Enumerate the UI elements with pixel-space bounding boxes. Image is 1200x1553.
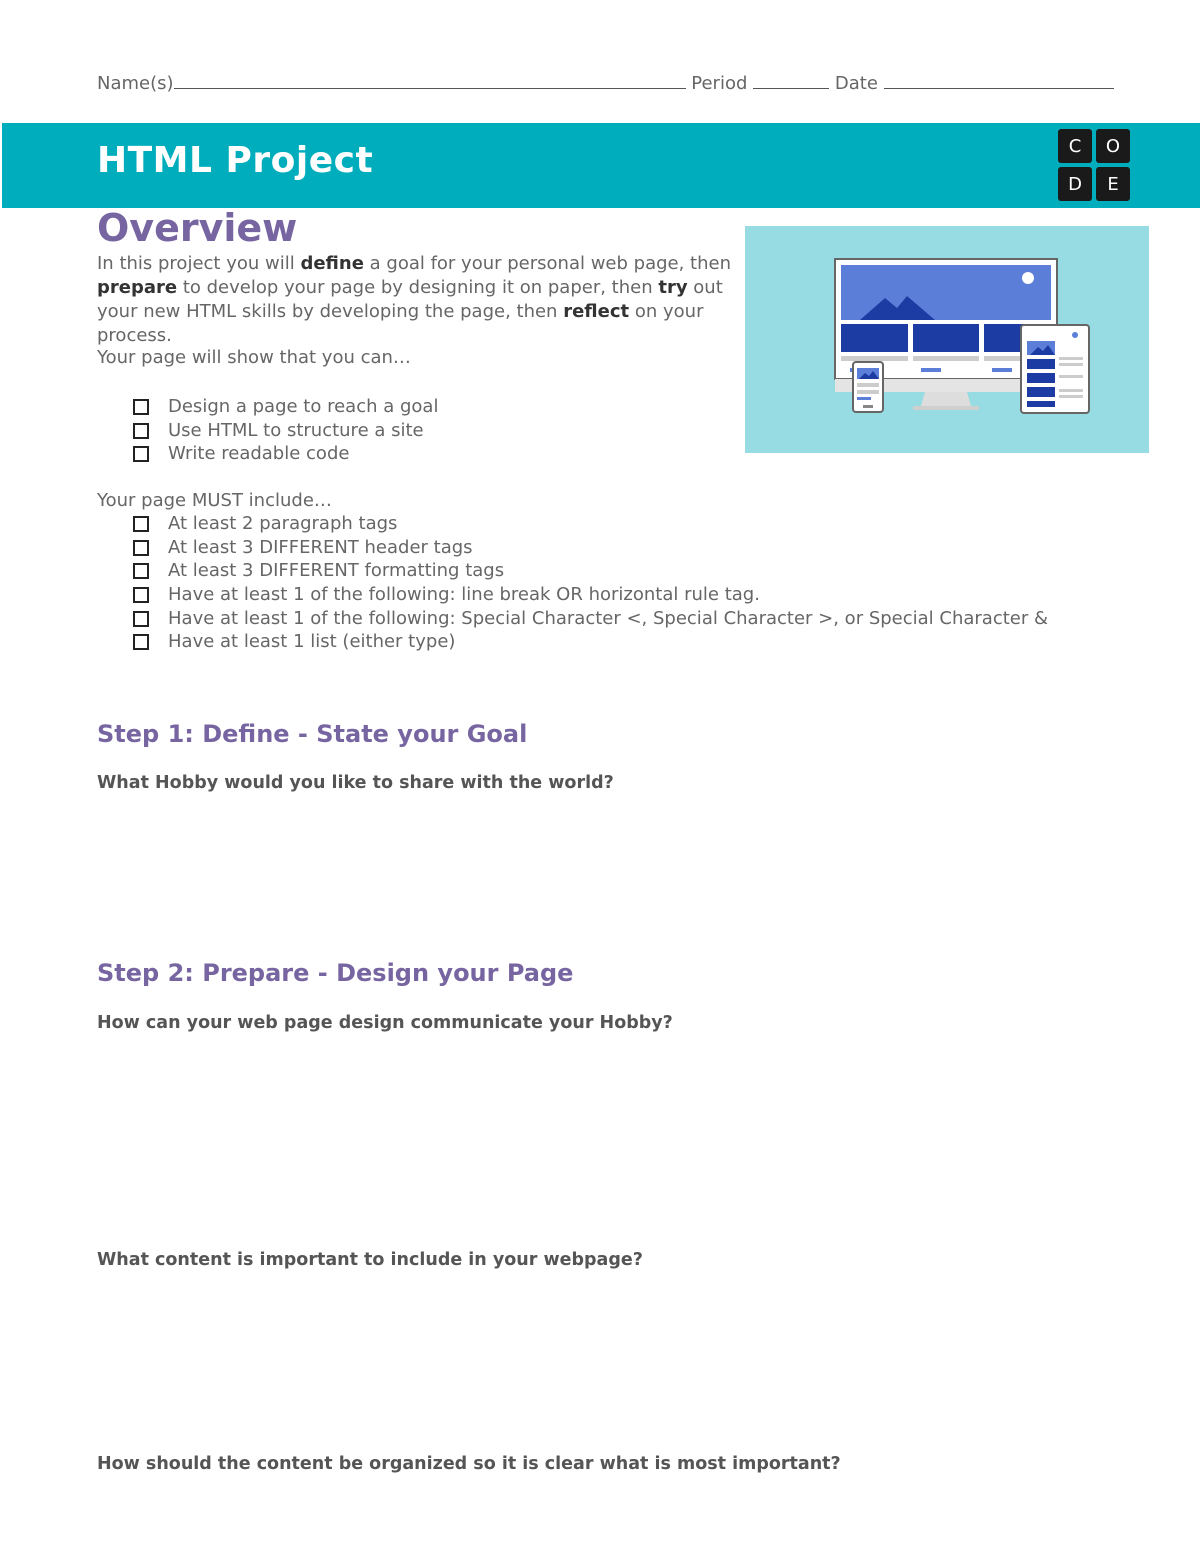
checkbox[interactable]	[133, 563, 149, 579]
overview-intro	[97, 252, 737, 348]
intro-text: on your process.	[97, 301, 704, 346]
step2-question-organization: How should the content be organized so it is clear what is most important?	[97, 1454, 841, 1474]
list-item	[133, 630, 1048, 654]
checklist-text: Design a page to reach a goal	[168, 396, 439, 417]
checklist-text: Have at least 1 of the following: line break OR horizontal rule tag.	[168, 584, 760, 606]
logo-letter: O	[1096, 129, 1130, 163]
period-field[interactable]	[753, 70, 829, 89]
intro-text: a goal for your personal web page, then	[363, 253, 731, 274]
list-item	[133, 419, 438, 443]
step1-heading: Step 1: Define - State your Goal	[97, 720, 528, 748]
show-lead: Your page will show that you can…	[97, 347, 411, 368]
date-label: Date	[834, 73, 878, 94]
list-item	[133, 442, 438, 466]
devices-icon	[745, 226, 1149, 453]
responsive-devices-illustration	[745, 226, 1149, 453]
checklist-text: At least 2 paragraph tags	[168, 513, 398, 534]
list-item	[133, 536, 1048, 560]
period-label: Period	[691, 73, 748, 94]
checklist-text: Write readable code	[168, 443, 350, 465]
checkbox[interactable]	[133, 399, 149, 415]
checkbox[interactable]	[133, 540, 149, 556]
student-info-line	[97, 70, 1114, 94]
name-label: Name(s)	[97, 73, 174, 94]
intro-keyword-define: define	[300, 253, 364, 274]
code-logo	[1058, 129, 1130, 201]
list-item	[133, 559, 1048, 583]
checklist-text: At least 3 DIFFERENT header tags	[168, 536, 473, 558]
page-title: HTML Project	[97, 140, 374, 181]
checkbox[interactable]	[133, 611, 149, 627]
checklist-text: Have at least 1 of the following: Special Character <, Special Character >, or Special Character &	[168, 607, 1049, 629]
logo-letter: D	[1058, 167, 1092, 201]
date-field[interactable]	[884, 70, 1114, 89]
must-lead: Your page MUST include…	[97, 490, 332, 511]
intro-keyword-reflect: reflect	[563, 301, 630, 322]
must-checklist	[133, 512, 1048, 654]
step1-question: What Hobby would you like to share with the world?	[97, 773, 614, 793]
list-item	[133, 583, 1048, 607]
list-item	[133, 512, 1048, 536]
checklist-text: Use HTML to structure a site	[168, 419, 424, 441]
checkbox[interactable]	[133, 516, 149, 532]
checkbox[interactable]	[133, 446, 149, 462]
name-field[interactable]	[174, 70, 686, 89]
intro-text: out your new HTML skills by developing the page, then	[97, 277, 723, 322]
list-item	[133, 607, 1048, 631]
step2-question-content: What content is important to include in your webpage?	[97, 1250, 643, 1270]
logo-letter: E	[1096, 167, 1130, 201]
checklist-text: At least 3 DIFFERENT formatting tags	[168, 560, 505, 582]
intro-text: to develop your page by designing it on paper, then	[177, 277, 659, 298]
checkbox[interactable]	[133, 423, 149, 439]
checkbox[interactable]	[133, 587, 149, 603]
logo-letter: C	[1058, 129, 1092, 163]
overview-heading: Overview	[97, 206, 298, 250]
step2-question-design: How can your web page design communicate your Hobby?	[97, 1013, 673, 1033]
show-checklist	[133, 395, 438, 466]
intro-text: In this project you will	[97, 253, 301, 274]
step2-heading: Step 2: Prepare - Design your Page	[97, 959, 574, 987]
intro-keyword-prepare: prepare	[97, 277, 178, 298]
checklist-text: Have at least 1 list (either type)	[168, 631, 456, 653]
checkbox[interactable]	[133, 634, 149, 650]
intro-keyword-try: try	[658, 277, 688, 298]
list-item	[133, 395, 438, 419]
